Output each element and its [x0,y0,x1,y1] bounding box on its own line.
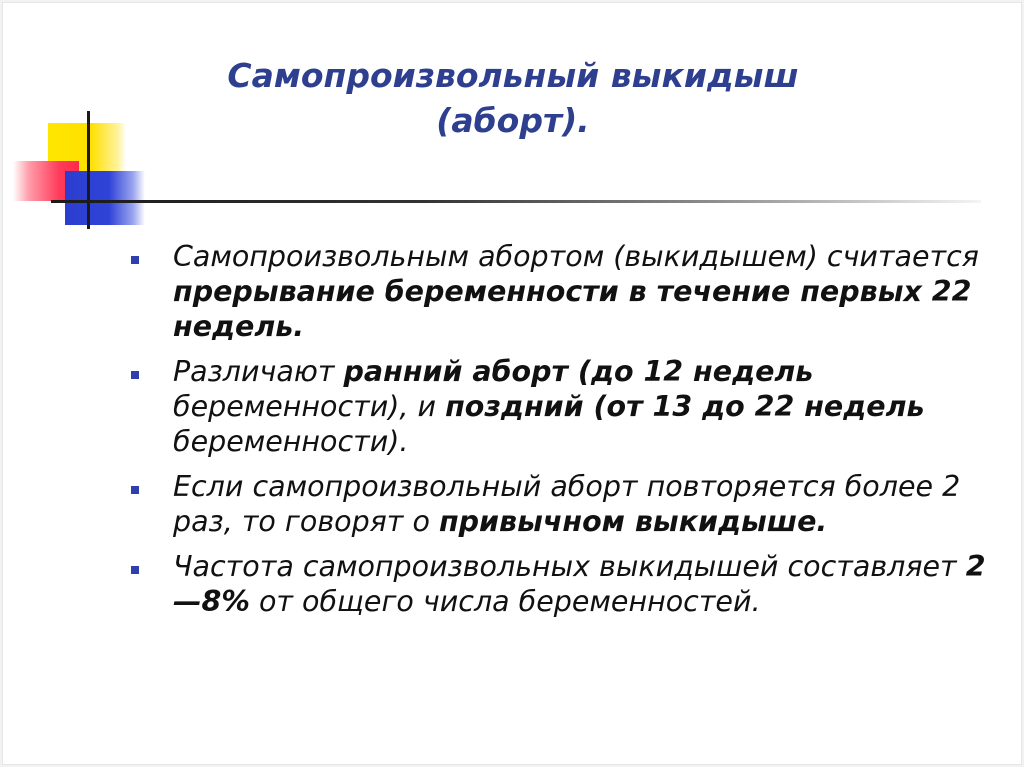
bullet-text: Различают [173,355,344,388]
bullet-text: Самопроизвольным абортом (выкидышем) считается [173,240,979,273]
bullet-item-frequency [131,549,991,619]
bullet-item-habitual [131,469,991,539]
bullet-list [131,239,991,629]
decor-blue-square [65,171,145,225]
bullet-text: Частота самопроизвольных выкидышей составляет [173,550,966,583]
slide-title-line-2: (аборт). [436,101,590,140]
bullet-text: беременности), и [173,390,446,423]
bullet-square-icon [131,371,139,379]
decor-vertical-line [87,111,90,229]
slide [2,2,1022,765]
slide-title [193,53,833,143]
bullet-square-icon [131,566,139,574]
bullet-bold-text: 2—8% [173,550,986,618]
bullet-square-icon [131,256,139,264]
bullet-bold-text: ранний аборт (до 12 недель [343,355,814,388]
bullet-text: Если самопроизвольный аборт повторяется более 2 раз, то говорят о [173,470,961,538]
bullet-square-icon [131,486,139,494]
bullet-item-definition [131,239,991,344]
title-divider-line [51,200,981,203]
slide-title-line-1: Самопроизвольный выкидыш [227,56,799,95]
bullet-text: от общего числа беременностей. [249,585,761,618]
bullet-bold-text: поздний (от 13 до 22 недель [445,390,925,423]
bullet-text: беременности). [173,425,409,458]
bullet-bold-text: привычном выкидыше. [438,505,828,538]
bullet-item-types [131,354,991,459]
bullet-bold-text: прерывание беременности в течение первых 22 недель. [173,275,972,343]
